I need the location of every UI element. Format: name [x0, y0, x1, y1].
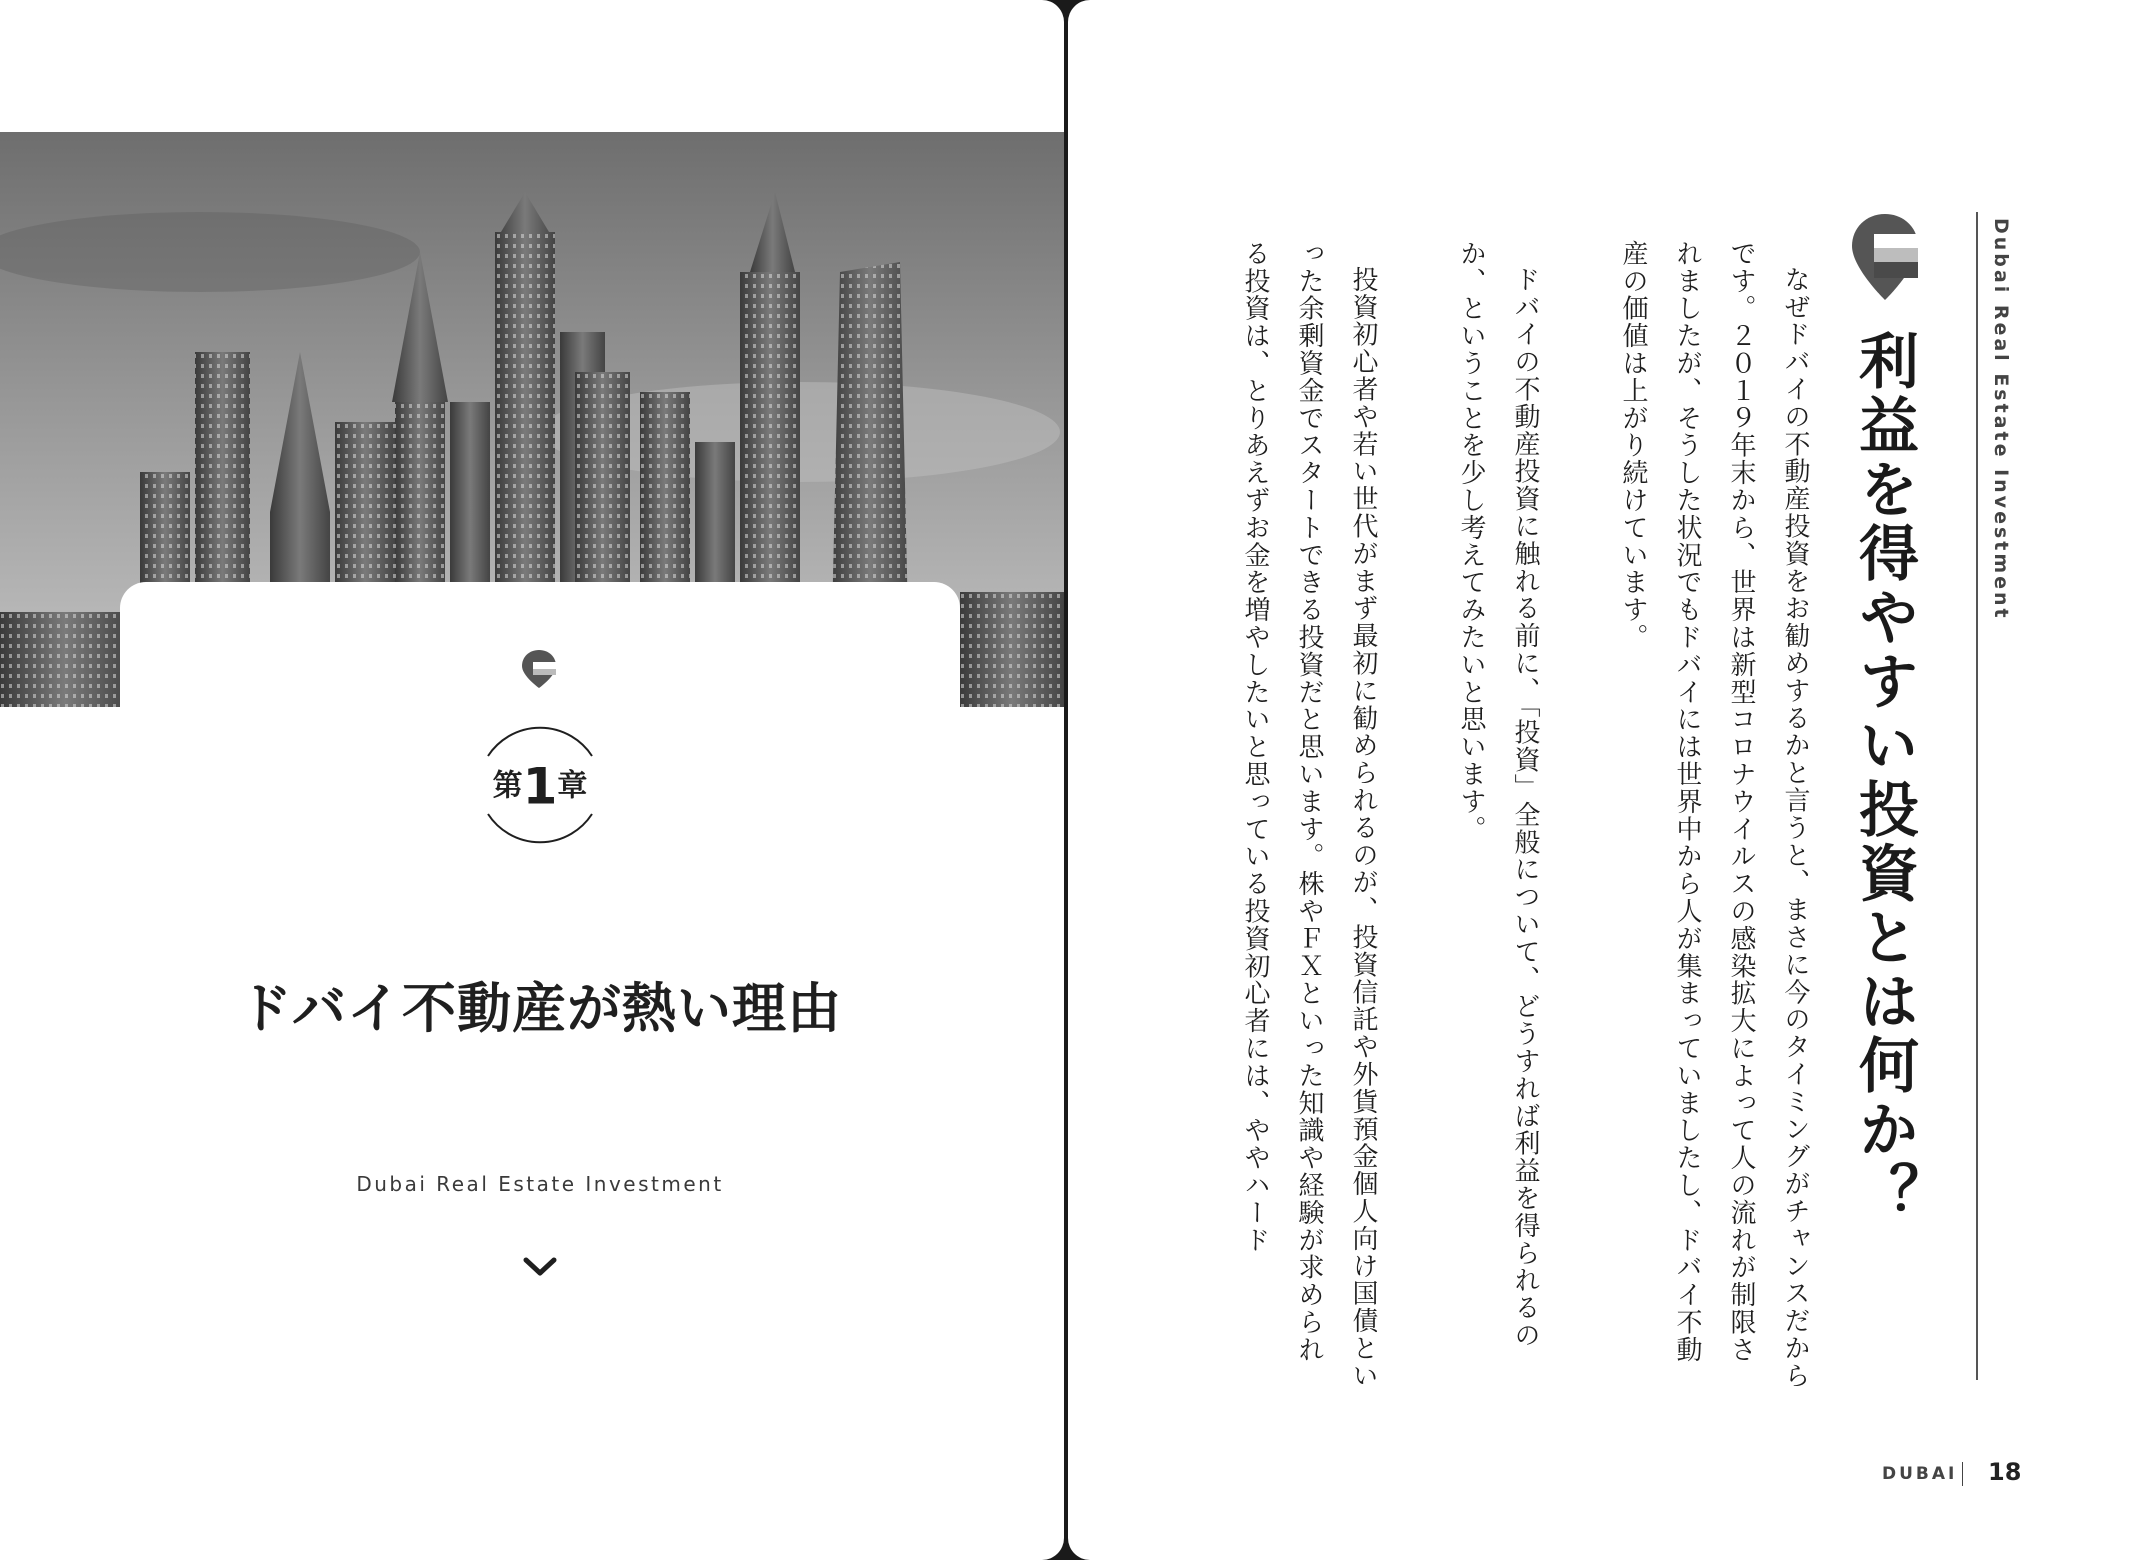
location-pin-icon [1850, 212, 1920, 302]
section-heading: 利益を得やすい投資とは何か？ [1849, 330, 1919, 1226]
paragraph: 投資初心者や若い世代がまず最初に勧められるのが、投資信託や外貨預金個人向け国債といった余剰資金でスタートできる投資だと思います。株やＦＸといった知識や経験が求められる投資は、とりあえずお金を増やしたいと思っている投資初心者には、ややハード [1240, 240, 1378, 1390]
footer-brand: DUBAI [1882, 1464, 1958, 1484]
chapter-suffix: 章 [557, 768, 588, 804]
chapter-label [470, 758, 610, 815]
page-number: 18 [1988, 1458, 2022, 1486]
footer-separator [1962, 1462, 1963, 1486]
left-page [0, 0, 1064, 1560]
side-rule [1976, 212, 1978, 1380]
chevron-down-icon [520, 1252, 560, 1280]
right-page [1068, 0, 2130, 1560]
chapter-number: 1 [522, 757, 558, 816]
paragraph: ドバイの不動産投資に触れる前に、「投資」全般について、どうすれば利益を得られるのか、ということを少し考えてみたいと思います。 [1456, 240, 1540, 1349]
chapter-title: ドバイ不動産が熱い理由 [238, 977, 842, 1040]
body-text [1228, 240, 1822, 1390]
paragraph: なぜドバイの不動産投資をお勧めするかと言うと、まさに今のタイミングがチャンスだからです。２０１９年末から、世界は新型コロナウイルスの感染拡大によって人の流れが制限されましたが、そうした状況でもドバイには世界中から人が集まっていましたし、ドバイ不動産の価値は上がり続けています。 [1618, 240, 1810, 1390]
side-label: Dubai Real Estate Investment [1990, 218, 2012, 621]
location-pin-icon [520, 648, 558, 690]
chapter-prefix: 第 [492, 768, 523, 804]
chapter-subtitle: Dubai Real Estate Investment [356, 1172, 724, 1196]
